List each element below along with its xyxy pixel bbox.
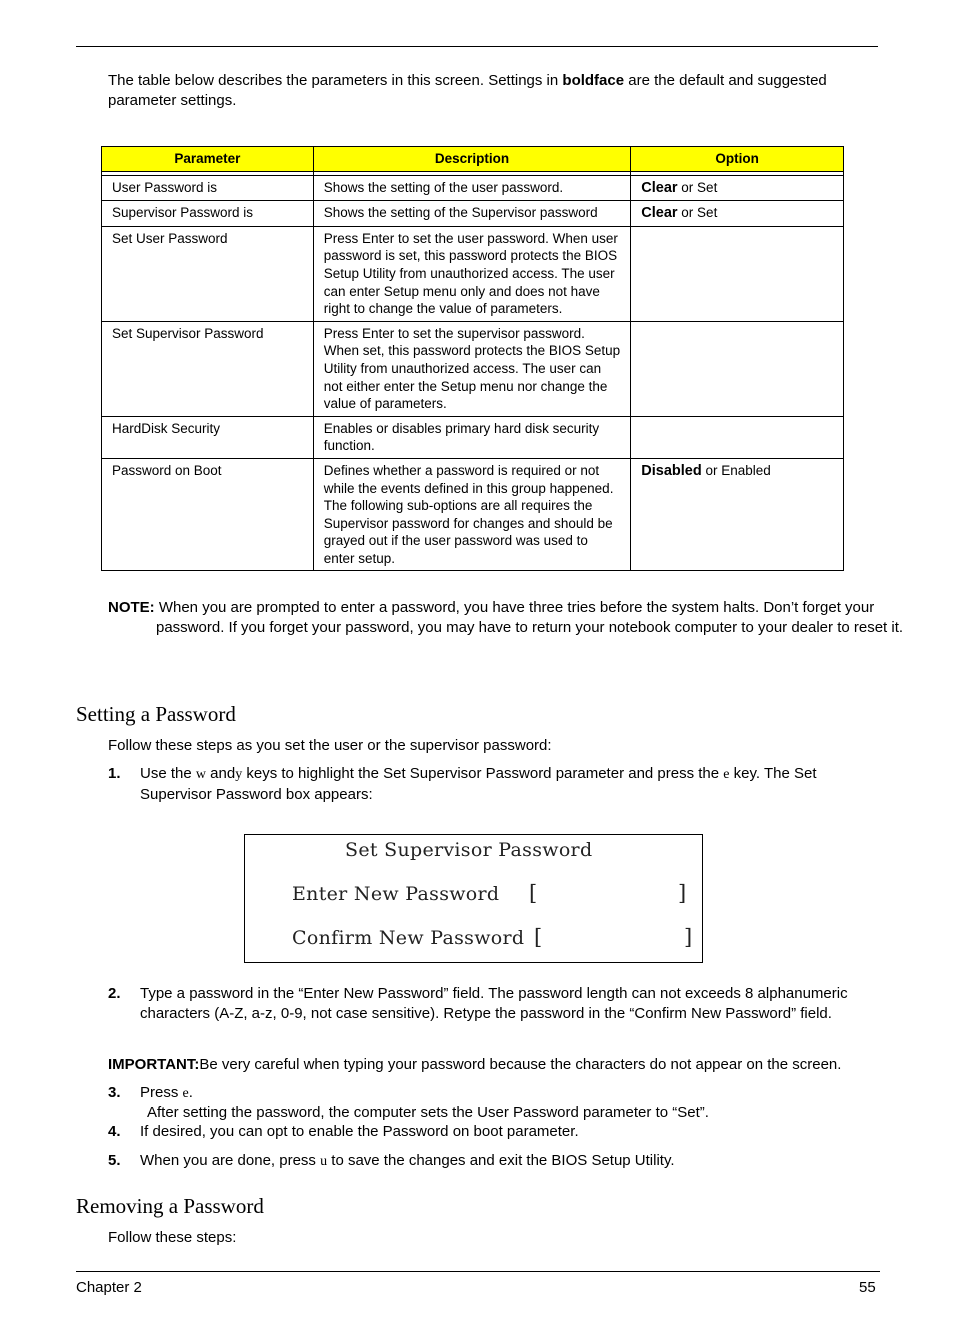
enter-key-glyph: e bbox=[182, 1086, 189, 1101]
table-row bbox=[102, 416, 844, 458]
option-default: Clear bbox=[641, 179, 678, 196]
option-alt: or Enabled bbox=[701, 462, 771, 478]
dialog-title: Set Supervisor Password bbox=[345, 839, 593, 861]
cell-parameter: Supervisor Password is bbox=[102, 201, 314, 227]
cell-parameter: Set User Password bbox=[102, 226, 314, 321]
cell-option bbox=[631, 416, 844, 458]
intro-paragraph bbox=[108, 71, 878, 110]
step5-part: When you are done, press bbox=[140, 1152, 321, 1169]
footer-chapter: Chapter 2 bbox=[76, 1279, 142, 1296]
cell-description: Shows the setting of the Supervisor password bbox=[313, 201, 631, 227]
confirm-field-bracket-close[interactable]: ] bbox=[684, 925, 693, 949]
step5-text bbox=[140, 1151, 675, 1172]
cell-option bbox=[631, 226, 844, 321]
important-paragraph bbox=[108, 1055, 888, 1075]
cell-description: Defines whether a password is required or not while the events defined in this group happened. The following sub-options are all requires the Supervisor password for changes and should be grayed out if the user password was used to enter setup. bbox=[313, 458, 631, 571]
step4-number: 4. bbox=[108, 1123, 121, 1140]
save-key-glyph: u bbox=[320, 1154, 328, 1169]
cell-parameter: HardDisk Security bbox=[102, 416, 314, 458]
step5-part: to save the changes and exit the BIOS Setup Utility. bbox=[327, 1152, 675, 1169]
confirm-field-bracket-open[interactable]: [ bbox=[534, 925, 543, 949]
header-rule bbox=[76, 46, 878, 47]
down-key-glyph: y bbox=[235, 767, 243, 782]
section1-intro: Follow these steps as you set the user or the supervisor password: bbox=[108, 737, 552, 754]
step3-text bbox=[140, 1083, 193, 1104]
cell-parameter: Set Supervisor Password bbox=[102, 321, 314, 416]
cell-option bbox=[631, 458, 844, 571]
option-default: Clear bbox=[641, 205, 678, 222]
header-parameter: Parameter bbox=[102, 147, 314, 172]
set-supervisor-password-dialog bbox=[244, 834, 703, 963]
intro-text: The table below describes the parameters in this screen. Settings in bbox=[108, 72, 563, 89]
footer-rule bbox=[76, 1271, 880, 1272]
step1-text bbox=[140, 764, 875, 804]
step3-followup: After setting the password, the computer sets the User Password parameter to “Set”. bbox=[147, 1104, 709, 1121]
cell-description: Press Enter to set the user password. When user password is set, this password protects the BIOS Setup Utility from unauthorized access. The user can enter Setup menu only and does not have right to change the value of parameters. bbox=[313, 226, 631, 321]
step1-part: Use the bbox=[140, 765, 196, 782]
enter-new-password-label: Enter New Password bbox=[292, 883, 500, 905]
note-text: When you are prompted to enter a password, you have three tries before the system halts. Don’t forget your password. If you forget your password, you may have to return your notebook computer to your dealer to reset it. bbox=[154, 599, 904, 636]
step3-part: Press bbox=[140, 1084, 183, 1101]
parameter-table bbox=[101, 146, 844, 571]
step1-part: keys to highlight the Set Supervisor Password parameter and press the bbox=[242, 765, 724, 782]
important-text: Be very careful when typing your password because the characters do not appear on the screen. bbox=[199, 1056, 842, 1073]
important-label: IMPORTANT: bbox=[108, 1056, 200, 1073]
intro-text-end: are the default and suggested parameter settings. bbox=[108, 72, 827, 109]
option-alt: or Set bbox=[677, 205, 718, 221]
step3-number: 3. bbox=[108, 1084, 121, 1101]
step2-number: 2. bbox=[108, 985, 121, 1002]
intro-bold: boldface bbox=[562, 72, 625, 89]
note-label: NOTE: bbox=[108, 599, 155, 616]
up-key-glyph: w bbox=[195, 767, 206, 782]
header-option: Option bbox=[631, 147, 844, 172]
cell-description: Press Enter to set the supervisor password. When set, this password protects the BIOS Setup Utility from unauthorized access. The user can not either enter the Setup menu nor change the value of parameters. bbox=[313, 321, 631, 416]
option-alt: or Set bbox=[677, 179, 718, 195]
footer-page-number: 55 bbox=[859, 1279, 876, 1296]
section-heading-setting: Setting a Password bbox=[76, 702, 236, 726]
cell-option bbox=[631, 201, 844, 227]
step1-part: key. The Set Supervisor Password box appears: bbox=[140, 765, 817, 803]
option-default: Disabled bbox=[641, 462, 702, 479]
cell-option bbox=[631, 175, 844, 201]
section2-intro: Follow these steps: bbox=[108, 1229, 237, 1246]
table-row bbox=[102, 226, 844, 321]
enter-field-bracket-open[interactable]: [ bbox=[529, 881, 538, 905]
section-heading-removing: Removing a Password bbox=[76, 1194, 264, 1218]
cell-description: Enables or disables primary hard disk security function. bbox=[313, 416, 631, 458]
table-row bbox=[102, 458, 844, 571]
header-description: Description bbox=[313, 147, 631, 172]
confirm-new-password-label: Confirm New Password bbox=[292, 927, 525, 949]
note-paragraph bbox=[108, 598, 928, 637]
cell-description: Shows the setting of the user password. bbox=[313, 175, 631, 201]
enter-key-glyph: e bbox=[723, 767, 730, 782]
step5-number: 5. bbox=[108, 1152, 121, 1169]
step1-number: 1. bbox=[108, 765, 121, 782]
cell-option bbox=[631, 321, 844, 416]
cell-parameter: Password on Boot bbox=[102, 458, 314, 571]
step3-part: . bbox=[188, 1084, 193, 1101]
step1-part: and bbox=[206, 765, 236, 782]
table-row bbox=[102, 321, 844, 416]
step4-text: If desired, you can opt to enable the Password on boot parameter. bbox=[140, 1123, 579, 1140]
table-row bbox=[102, 175, 844, 201]
enter-field-bracket-close[interactable]: ] bbox=[678, 881, 687, 905]
step2-text: Type a password in the “Enter New Password” field. The password length can not exceeds 8 alphanumeric characters (A-Z, a-z, 0-9, not case sensitive). Retype the password in the “Confirm New Password” field. bbox=[140, 985, 848, 1022]
table-row bbox=[102, 201, 844, 227]
cell-parameter: User Password is bbox=[102, 175, 314, 201]
